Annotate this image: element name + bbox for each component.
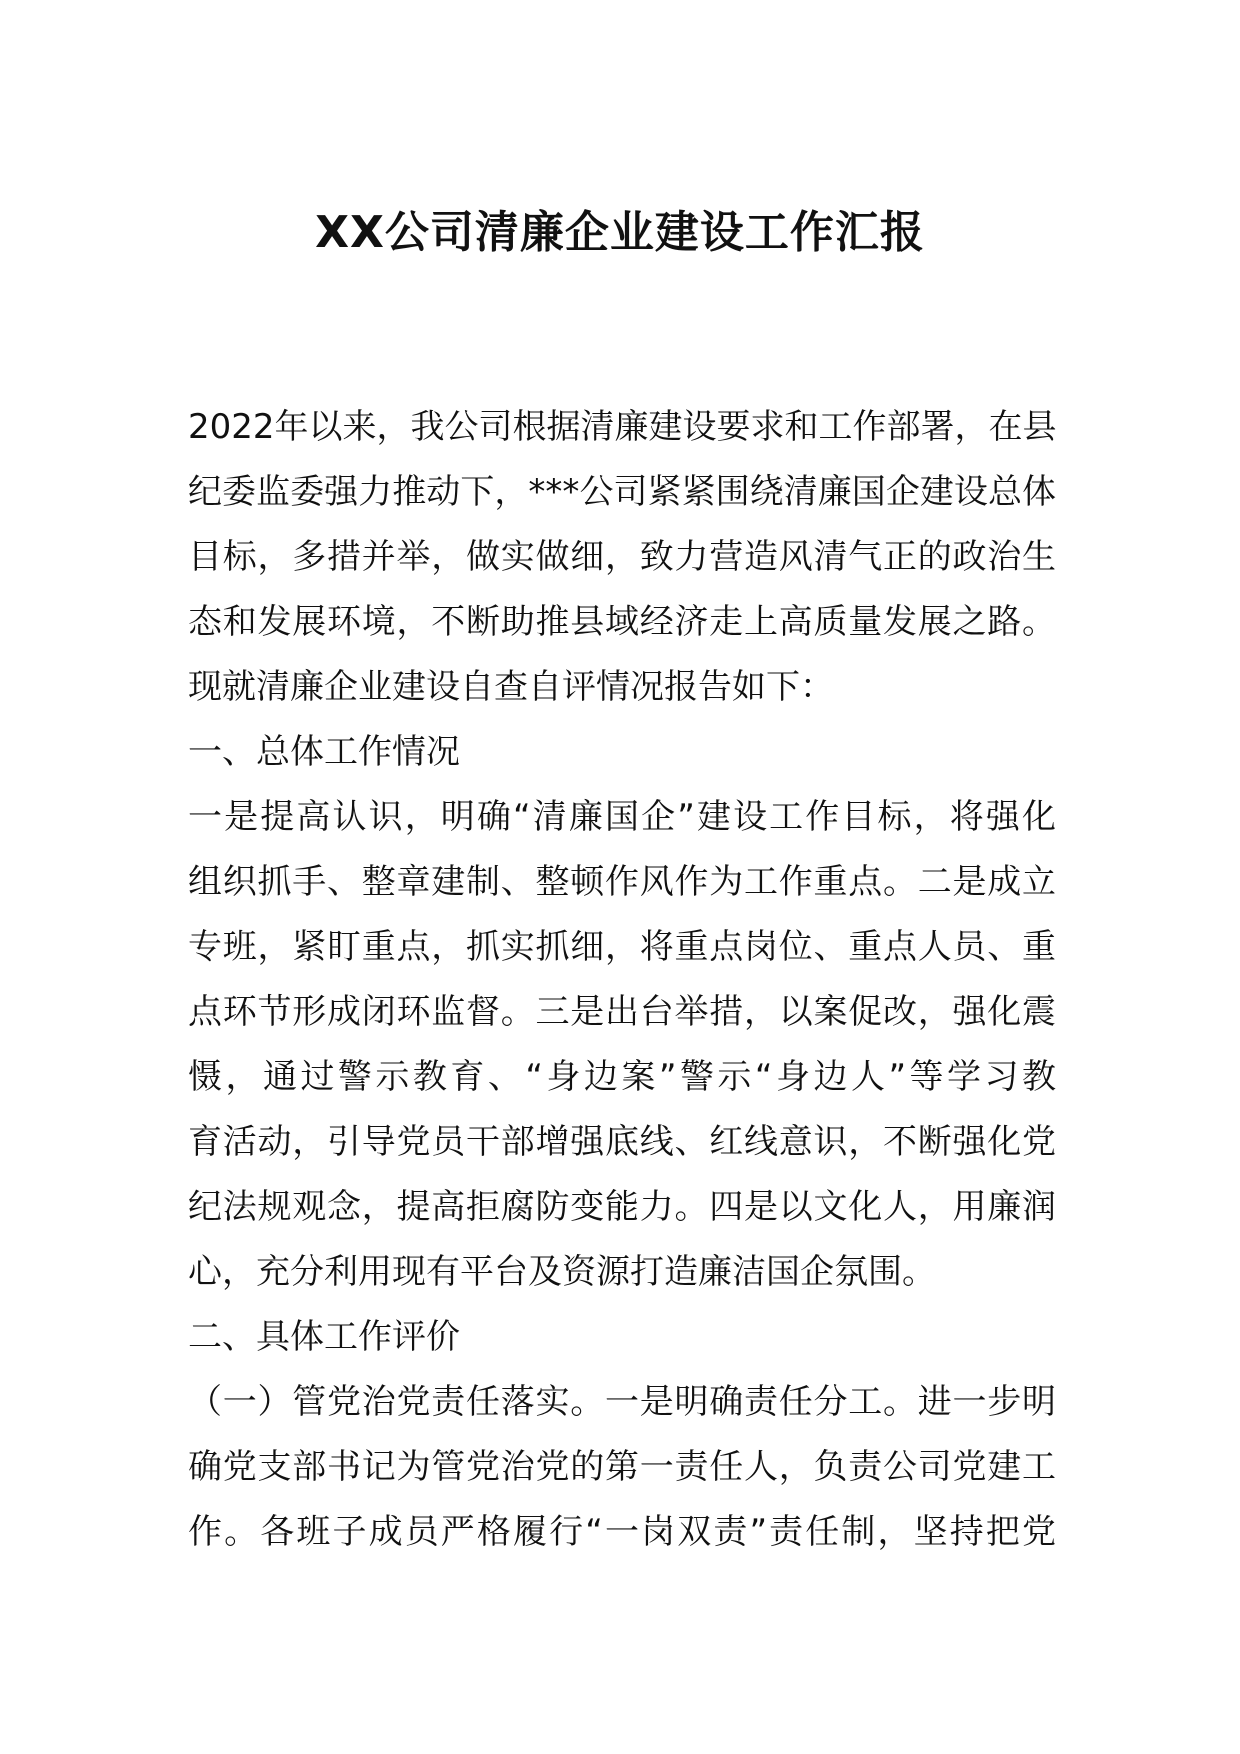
body-line: 纪法规观念，提高拒腐防变能力。四是以文化人，用廉润 [188,1187,1056,1227]
body-line: （一）管党治党责任落实。一是明确责任分工。进一步明 [188,1382,1056,1422]
body-line: 育活动，引导党员干部增强底线、红线意识，不断强化党 [188,1122,1056,1162]
body-line: 心，充分利用现有平台及资源打造廉洁国企氛围。 [188,1252,936,1292]
body-line: 作。各班子成员严格履行“一岗双责”责任制，坚持把党 [188,1512,1056,1552]
body-line: 一是提高认识，明确“清廉国企”建设工作目标，将强化 [188,797,1056,837]
body-line: 目标，多措并举，做实做细，致力营造风清气正的政治生 [188,537,1056,577]
body-line: 现就清廉企业建设自查自评情况报告如下： [188,667,834,707]
body-line: 组织抓手、整章建制、整顿作风作为工作重点。二是成立 [188,862,1056,902]
body-line: 慑，通过警示教育、“身边案”警示“身边人”等学习教 [188,1057,1056,1097]
section-heading: 二、具体工作评价 [188,1317,460,1357]
document-title: XX公司清廉企业建设工作汇报 [315,207,925,258]
body-line: 专班，紧盯重点，抓实抓细，将重点岗位、重点人员、重 [188,927,1056,967]
body-line: 纪委监委强力推动下，***公司紧紧围绕清廉国企建设总体 [188,472,1056,512]
body-line: 点环节形成闭环监督。三是出台举措，以案促改，强化震 [188,992,1056,1032]
body-line: 确党支部书记为管党治党的第一责任人，负责公司党建工 [188,1447,1056,1487]
section-heading: 一、总体工作情况 [188,732,460,772]
body-line: 态和发展环境，不断助推县域经济走上高质量发展之路。 [188,602,1056,642]
body-line: 2022年以来，我公司根据清廉建设要求和工作部署，在县 [188,407,1057,447]
document-body [188,395,1056,1565]
